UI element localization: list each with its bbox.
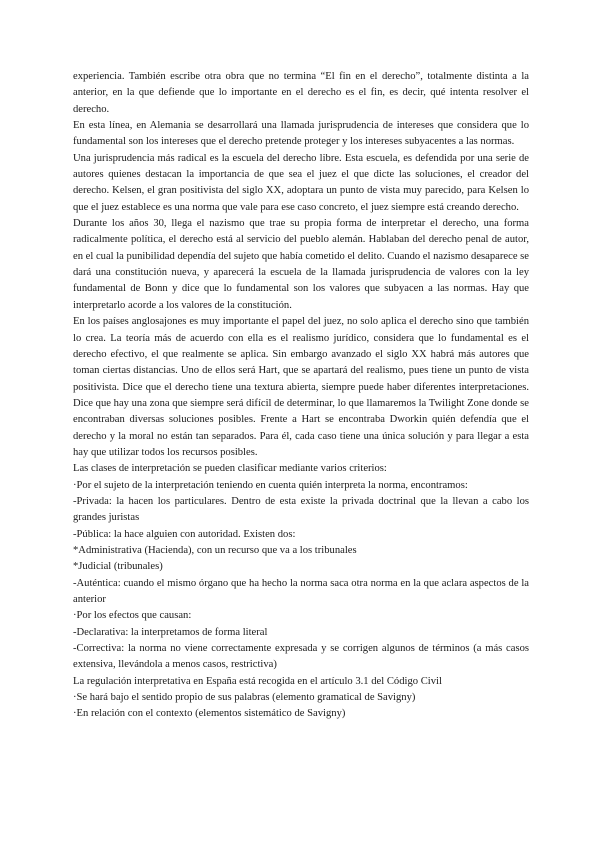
document-body xyxy=(73,69,529,723)
paragraph-7: La regulación interpretativa en España está recogida en el artículo 3.1 del Código Civil xyxy=(73,675,442,687)
paragraph-5: En los países anglosajones es muy importante el papel del juez, no solo aplica el derecho sino que también lo crea. La teoría más de acuerdo con ella es el realismo jurídico, considera que lo fundamental es el derecho efectivo, el que realmente se aplica. Sin embargo avanzado el siglo XX habrá más autores que toman ciertas distancias. Uno de ellos será Hart, que se apartará del realismo, pues tiene un punto de vista positivista. Dice que el derecho tiene una textura abierta, siempre puede haber diferentes interpretaciones. Dice que hay una zona que siempre será difícil de determinar, lo que llamaremos la Twilight Zone donde se encontraban diversas soluciones posibles. Frente a Hart se encontraba Dworkin quién defendía que el derecho y la moral no están tan separados. Para él, cada caso tiene una única solución y para llegar a esta hay que utilizar todos los recursos posibles. xyxy=(73,316,529,458)
list-item-7: ·Por los efectos que causan: xyxy=(73,610,192,622)
list-item-6: -Auténtica: cuando el mismo órgano que ha hecho la norma saca otra norma en la que aclara aspectos de la anterior xyxy=(73,577,529,605)
paragraph-4: Durante los años 30, llega el nazismo que trae su propia forma de interpretar el derecho, una forma radicalmente política, el derecho está al servicio del pueblo alemán. Hablaban del derecho penal de autor, en el cual la punibilidad dependía del sujeto que había cometido el delito. Cuando el nazismo desaparece se dará una constitución nueva, y aparecerá la escuela de la llamada jurisprudencia de valores con la ley fundamental de Bonn y dice que lo fundamental son los valores que subyacen a las normas. Hay que interpretarlo acorde a los valores de la constitución. xyxy=(73,218,529,311)
list-item-3: -Pública: la hace alguien con autoridad. Existen dos: xyxy=(73,528,296,540)
list-item-10: ·Se hará bajo el sentido propio de sus palabras (elemento gramatical de Savigny) xyxy=(73,692,416,704)
paragraph-3: Una jurisprudencia más radical es la escuela del derecho libre. Esta escuela, es defendida por una serie de autores quienes destacan la importancia de que sea el juez el que dicte las soluciones, el creador del derecho. Kelsen, el gran positivista del siglo XX, adoptara un punto de vista muy parecido, para Kelsen lo que el juez establece es una norma que vale para ese caso concreto, el juez siempre está creando derecho. xyxy=(73,152,529,213)
list-item-9: -Correctiva: la norma no viene correctamente expresada y se corrigen algunos de términos (a más casos extensiva, llevándola a menos casos, restrictiva) xyxy=(73,643,529,671)
list-item-4: *Administrativa (Hacienda), con un recurso que va a los tribunales xyxy=(73,544,357,556)
list-item-11: ·En relación con el contexto (elementos sistemático de Savigny) xyxy=(73,708,346,720)
list-item-5: *Judicial (tribunales) xyxy=(73,561,163,573)
paragraph-1: experiencia. También escribe otra obra que no termina “El fin en el derecho”, totalmente distinta a la anterior, en la que defiende que lo importante en el derecho es el fin, es decir, qué intenta resolver el derecho. xyxy=(73,71,529,115)
paragraph-2: En esta línea, en Alemania se desarrollará una llamada jurisprudencia de intereses que considera que lo fundamental son los intereses que el derecho pretende proteger y los intereses subyacentes a las normas. xyxy=(73,120,529,148)
list-item-1: ·Por el sujeto de la interpretación teniendo en cuenta quién interpreta la norma, encontramos: xyxy=(73,479,468,491)
paragraph-6: Las clases de interpretación se pueden clasificar mediante varios criterios: xyxy=(73,463,387,475)
list-item-8: -Declarativa: la interpretamos de forma literal xyxy=(73,626,268,638)
list-item-2: -Privada: la hacen los particulares. Dentro de esta existe la privada doctrinal que la llevan a cabo los grandes juristas xyxy=(73,495,529,524)
